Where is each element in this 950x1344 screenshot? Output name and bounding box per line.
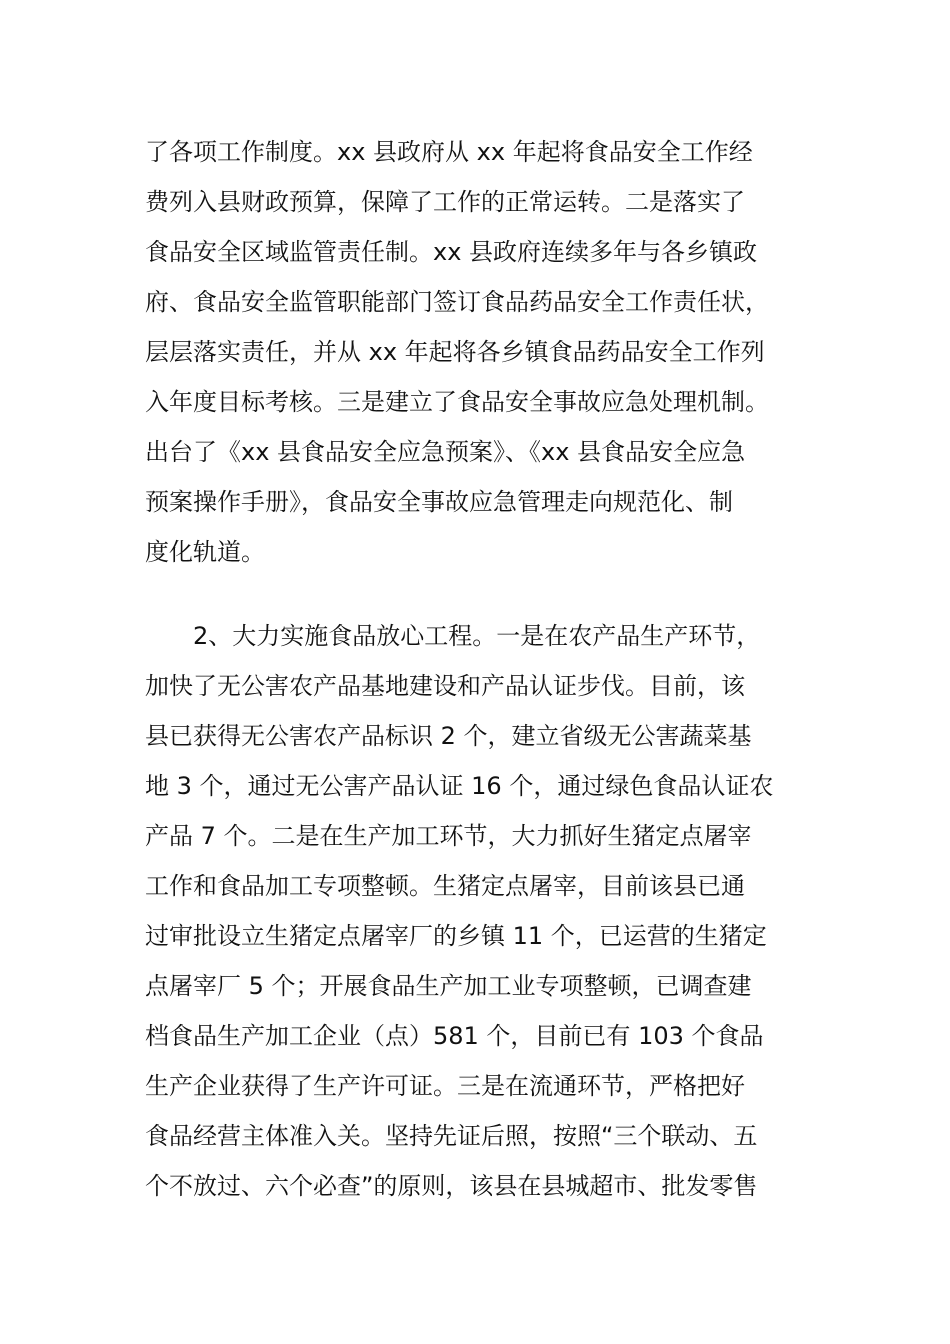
paragraph-line: 预案操作手册》，食品安全事故应急管理走向规范化、制 (145, 488, 733, 516)
paragraph-line: 度化轨道。 (145, 538, 265, 566)
paragraph-line: 生产企业获得了生产许可证。三是在流通环节，严格把好 (145, 1072, 745, 1100)
paragraph-line: 档食品生产加工企业（点）581 个，目前已有 103 个食品 (145, 1022, 764, 1050)
paragraph-line: 工作和食品加工专项整顿。生猪定点屠宰，目前该县已通 (145, 872, 745, 900)
paragraph-line: 食品安全区域监管责任制。xx 县政府连续多年与各乡镇政 (145, 238, 758, 266)
paragraph-line: 层层落实责任，并从 xx 年起将各乡镇食品药品安全工作列 (145, 338, 765, 366)
paragraph-line: 点屠宰厂 5 个；开展食品生产加工业专项整顿，已调查建 (145, 972, 752, 1000)
paragraph-line: 产品 7 个。二是在生产加工环节，大力抓好生猪定点屠宰 (145, 822, 752, 850)
paragraph-2 (145, 611, 773, 1211)
paragraph-line: 过审批设立生猪定点屠宰厂的乡镇 11 个，已运营的生猪定 (145, 922, 767, 950)
paragraph-line: 县已获得无公害农产品标识 2 个，建立省级无公害蔬菜基 (145, 722, 752, 750)
paragraph-line: 出台了《xx 县食品安全应急预案》、《xx 县食品安全应急 (145, 438, 746, 466)
paragraph-line: 了各项工作制度。xx 县政府从 xx 年起将食品安全工作经 (145, 138, 753, 166)
paragraph-line: 加快了无公害农产品基地建设和产品认证步伐。目前，该 (145, 672, 745, 700)
paragraph-line: 费列入县财政预算，保障了工作的正常运转。二是落实了 (145, 188, 745, 216)
paragraph-line: 入年度目标考核。三是建立了食品安全事故应急处理机制。 (145, 388, 769, 416)
paragraph-1 (145, 127, 769, 577)
paragraph-line-first: 2、大力实施食品放心工程。一是在农产品生产环节， (193, 622, 761, 650)
paragraph-line: 个不放过、六个必查”的原则，该县在县城超市、批发零售 (145, 1172, 758, 1200)
paragraph-line: 食品经营主体准入关。坚持先证后照，按照“三个联动、五 (145, 1122, 758, 1150)
paragraph-line: 府、食品安全监管职能部门签订食品药品安全工作责任状， (145, 288, 769, 316)
paragraph-line: 地 3 个，通过无公害产品认证 16 个，通过绿色食品认证农 (145, 772, 774, 800)
